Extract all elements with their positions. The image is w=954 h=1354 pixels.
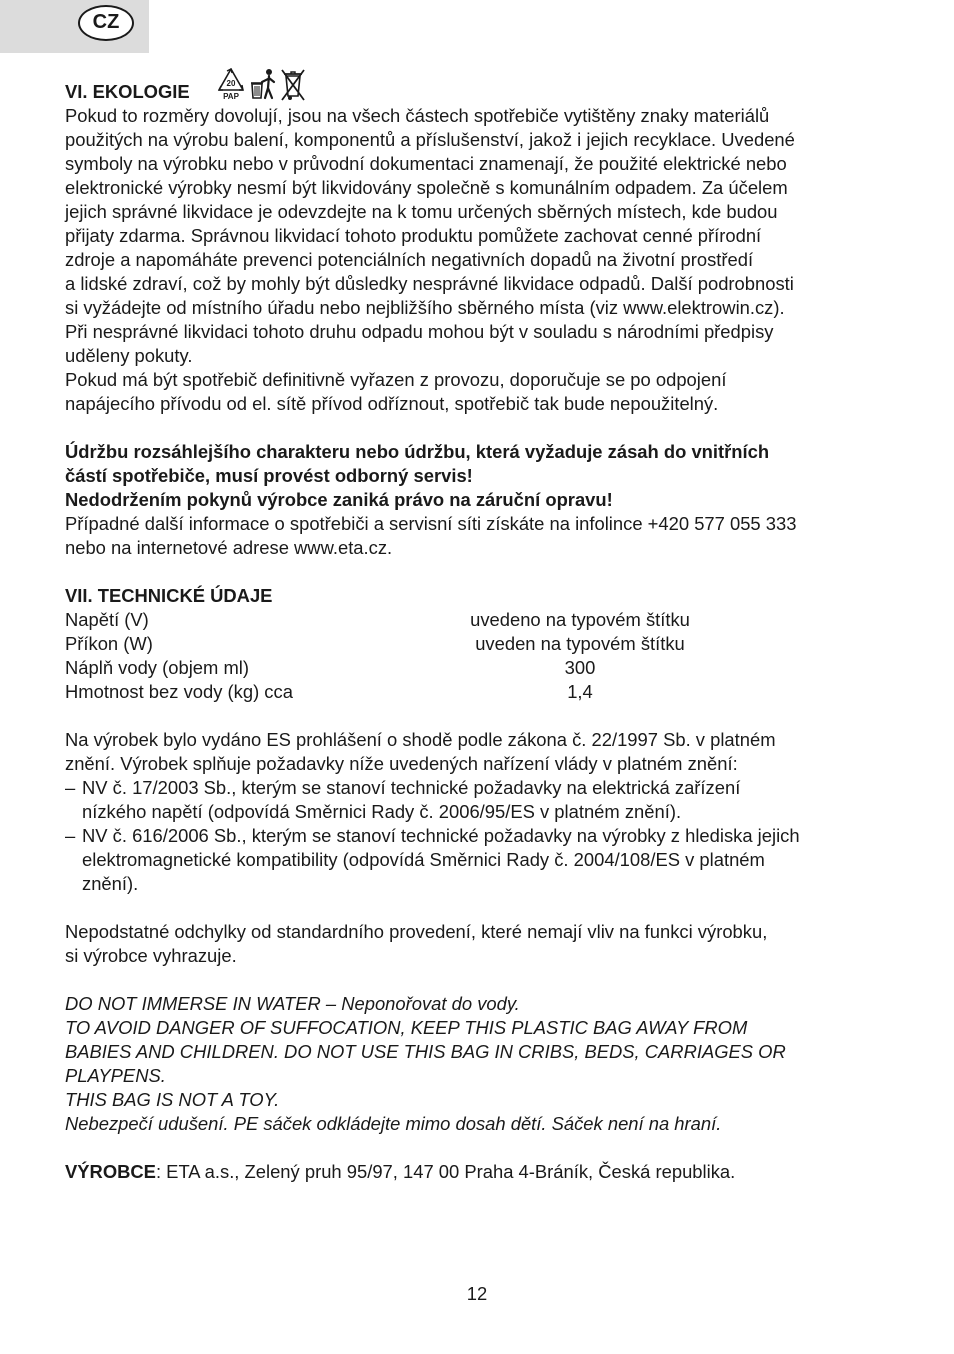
ecology-line: si vyžádejte od místního úřadu nebo nejbližšího sběrného místa (viz www.elektrowin.cz).: [65, 297, 785, 318]
regulation-line: NV č. 616/2006 Sb., kterým se stanoví technické požadavky na výrobky z hlediska jejich: [82, 825, 800, 846]
service-warning-line: Údržbu rozsáhlejšího charakteru nebo údržbu, která vyžaduje zásah do vnitřních: [65, 441, 770, 462]
warnings-section: [65, 992, 895, 1136]
ecology-line: symboly na výrobku nebo v průvodní dokumentaci znamenají, že použité elektrické nebo: [65, 153, 787, 174]
deviations-section: [65, 920, 895, 968]
warning-line: TO AVOID DANGER OF SUFFOCATION, KEEP THIS PLASTIC BAG AWAY FROM: [65, 1017, 748, 1038]
ecology-line: použitých na výrobu balení, komponentů a příslušenství, jakož i jejich recyklace. Uvedené: [65, 129, 795, 150]
technical-heading: VII. TECHNICKÉ ÚDAJE: [65, 585, 273, 606]
page-number: 12: [466, 1283, 488, 1304]
deviations-line: si výrobce vyhrazuje.: [65, 945, 237, 966]
spec-row: [65, 632, 895, 656]
ecology-heading: VI. EKOLOGIE: [65, 81, 190, 102]
manufacturer-section: [65, 1160, 895, 1184]
manufacturer-address: : ETA a.s., Zelený pruh 95/97, 147 00 Praha 4-Bráník, Česká republika.: [155, 1161, 736, 1182]
warning-line: THIS BAG IS NOT A TOY.: [65, 1089, 280, 1110]
recycling-pap-20-icon: [216, 66, 246, 102]
service-info-line: nebo na internetové adrese www.eta.cz.: [65, 537, 393, 558]
warning-line: Nebezpečí udušení. PE sáček odkládejte mimo dosah dětí. Sáček není na hraní.: [65, 1113, 722, 1134]
ecology-line: Pokud to rozměry dovolují, jsou na všech částech spotřebiče vytištěny znaky materiálů: [65, 105, 770, 126]
spec-value: uveden na typovém štítku: [475, 633, 685, 654]
spec-label: Náplň vody (objem ml): [65, 657, 249, 678]
regulation-line: elektromagnetické kompatibility (odpovídá Směrnici Rady č. 2004/108/ES v platném: [82, 849, 765, 870]
warranty-warning-line: Nedodržením pokynů výrobce zaniká právo na záruční opravu!: [65, 489, 613, 510]
technical-section: [65, 584, 895, 704]
spec-row: [65, 608, 895, 632]
ecology-icons: [216, 66, 306, 102]
manufacturer-line: [65, 1160, 895, 1184]
recycling-code-text: PAP: [222, 92, 239, 101]
spec-row: [65, 656, 895, 680]
ecology-line: Pokud má být spotřebič definitivně vyřazen z provozu, doporučuje se po odpojení: [65, 369, 727, 390]
ecology-line: zdroje a napomáháte prevenci potenciálních negativních dopadů na životní prostředí: [65, 249, 754, 270]
spec-value: 300: [564, 657, 596, 678]
regulation-line: NV č. 17/2003 Sb., kterým se stanoví technické požadavky na elektrická zařízení: [82, 777, 741, 798]
spec-label: Napětí (V): [65, 609, 149, 630]
crossed-out-wheelie-bin-icon: [280, 66, 306, 102]
list-dash: –: [65, 825, 76, 846]
warning-line: PLAYPENS.: [65, 1065, 166, 1086]
language-tab: [0, 0, 149, 53]
service-info-line: Případné další informace o spotřebiči a servisní síti získáte na infolince +420 577 055 333: [65, 513, 797, 534]
conformity-line: znění. Výrobek splňuje požadavky níže uvedených nařízení vlády v platném znění:: [65, 753, 738, 774]
person-trash-bin-icon: [248, 66, 278, 102]
ecology-line: uděleny pokuty.: [65, 345, 193, 366]
spec-value: 1,4: [567, 681, 593, 702]
manufacturer-label: VÝROBCE: [65, 1161, 156, 1182]
warning-line: BABIES AND CHILDREN. DO NOT USE THIS BAG IN CRIBS, BEDS, CARRIAGES OR: [65, 1041, 786, 1062]
deviations-line: Nepodstatné odchylky od standardního provedení, které nemají vliv na funkci výrobku,: [65, 921, 768, 942]
service-section: [65, 440, 895, 560]
ecology-line: jejich správné likvidace je odevzdejte na k tomu určených sběrných místech, kde budou: [65, 201, 778, 222]
spec-label: Hmotnost bez vody (kg) cca: [65, 681, 293, 702]
spec-row: [65, 680, 895, 704]
ecology-line: Při nesprávné likvidaci tohoto druhu odpadu mohou být v souladu s národními předpisy: [65, 321, 774, 342]
document-body: [65, 80, 895, 1184]
recycling-code-number: 20: [226, 79, 236, 88]
regulation-line: nízkého napětí (odpovídá Směrnici Rady č. 2006/95/ES v platném znění).: [82, 801, 682, 822]
regulation-list-item: [65, 776, 895, 824]
language-badge: CZ: [78, 5, 134, 41]
ecology-section: [65, 80, 895, 416]
list-dash: –: [65, 777, 76, 798]
spec-value: uvedeno na typovém štítku: [470, 609, 690, 630]
ecology-line: přijaty zdarma. Správnou likvidací tohoto produktu pomůžete zachovat cenné přírodní: [65, 225, 762, 246]
warning-line: DO NOT IMMERSE IN WATER – Neponořovat do vody.: [65, 993, 520, 1014]
ecology-line: napájecího přívodu od el. sítě přívod odříznout, spotřebič tak bude nepoužitelný.: [65, 393, 719, 414]
regulation-line: znění).: [82, 873, 139, 894]
conformity-line: Na výrobek bylo vydáno ES prohlášení o shodě podle zákona č. 22/1997 Sb. v platném: [65, 729, 776, 750]
ecology-line: a lidské zdraví, což by mohly být důsledky nesprávné likvidace odpadů. Další podrobnosti: [65, 273, 794, 294]
conformity-section: [65, 728, 895, 896]
regulation-list-item: [65, 824, 895, 896]
ecology-line: elektronické výrobky nesmí být likvidovány společně s komunálním odpadem. Za účelem: [65, 177, 788, 198]
service-warning-line: částí spotřebiče, musí provést odborný servis!: [65, 465, 473, 486]
spec-label: Příkon (W): [65, 633, 153, 654]
